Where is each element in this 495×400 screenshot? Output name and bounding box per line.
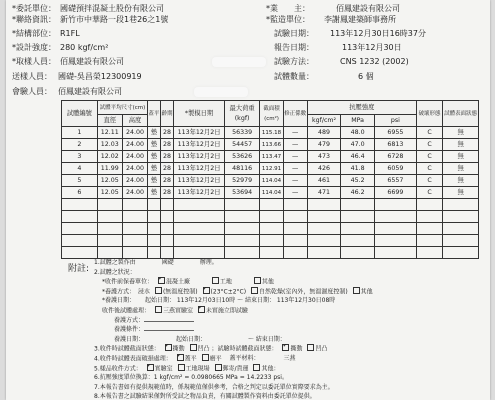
cell-appearance: 無	[443, 139, 479, 151]
report-date-value: 113年12月30日	[342, 43, 402, 52]
col-max-load: 最大荷重 (kgf)	[224, 101, 260, 127]
cell-cap: 墊	[148, 187, 161, 199]
empty-cell	[224, 247, 260, 259]
test-date-value: 113年12月30日16時37分	[330, 29, 426, 38]
checkbox-recv-other[interactable]	[253, 364, 260, 371]
cell-max-load: 54457	[224, 139, 260, 151]
cell-height: 24.00	[122, 139, 147, 151]
empty-cell	[443, 211, 479, 223]
strength-label: *設計強度：	[12, 43, 56, 52]
checkbox-site[interactable]	[212, 277, 219, 284]
empty-cell	[160, 235, 174, 247]
empty-cell	[374, 247, 416, 259]
empty-cell	[307, 211, 341, 223]
empty-table-row	[62, 235, 479, 247]
empty-cell	[174, 223, 224, 235]
supervisor-label: *監造單位：	[266, 15, 310, 24]
col-size: 試體平均尺寸(cm)	[97, 101, 147, 115]
note-1: 1.試體之製作由 國礎 辦理。	[94, 258, 490, 268]
empty-cell	[374, 235, 416, 247]
cell-failure: C	[416, 163, 442, 175]
checkbox-no-temp[interactable]	[155, 287, 162, 294]
cell-failure: C	[416, 127, 442, 139]
empty-cell	[122, 247, 147, 259]
cell-height: 24.00	[122, 151, 147, 163]
cell-diameter: 12.03	[97, 139, 122, 151]
cell-height: 24.00	[122, 163, 147, 175]
cell-cap: 墊	[148, 163, 161, 175]
cell-cast-date: 113年12月2日	[174, 139, 224, 151]
empty-cell	[260, 223, 283, 235]
cell-correction: —	[283, 127, 307, 139]
empty-cell	[97, 223, 122, 235]
note-2-after: 收件後試體處理： 三燕實驗室 ✓ 未實施立即試驗	[94, 306, 490, 316]
table-row	[62, 187, 479, 199]
checkbox-recv-site[interactable]	[178, 364, 185, 371]
checkbox-immediate[interactable]	[198, 306, 205, 313]
cell-failure: C	[416, 151, 442, 163]
cell-correction: —	[283, 163, 307, 175]
cell-cast-date: 113年12月2日	[174, 175, 224, 187]
cell-psi: 6955	[374, 127, 416, 139]
empty-cell	[374, 211, 416, 223]
empty-cell	[416, 247, 442, 259]
cell-kgf: 461	[307, 175, 341, 187]
part-value: R1FL	[60, 29, 80, 38]
table-row	[62, 163, 479, 175]
col-age: 齡期	[160, 101, 174, 127]
delivery-label: 送樣人員：	[12, 72, 52, 81]
empty-cell	[160, 247, 174, 259]
empty-cell	[341, 211, 375, 223]
cell-age: 28	[160, 163, 174, 175]
client-value: 國礎預拌混凝土股份有限公司	[60, 4, 164, 13]
cell-id: 5	[62, 175, 98, 187]
report-date-label: 報告日期：	[274, 43, 314, 52]
col-area: 截面積 (cm²)	[260, 101, 283, 127]
note-2-way: 養護方式：	[94, 316, 490, 326]
empty-cell	[283, 223, 307, 235]
checkbox-cure-other[interactable]	[353, 287, 360, 294]
cell-area: 113.47	[260, 151, 283, 163]
empty-cell	[283, 235, 307, 247]
empty-cell	[62, 211, 98, 223]
col-failure: 破壞形態	[416, 101, 442, 127]
empty-cell	[307, 235, 341, 247]
col-appearance: 試體表面狀態	[443, 101, 479, 127]
cell-psi: 6813	[374, 139, 416, 151]
cell-cast-date: 113年12月2日	[174, 163, 224, 175]
cell-height: 24.00	[122, 175, 147, 187]
empty-cell	[62, 247, 98, 259]
redaction-mark	[212, 57, 266, 67]
cell-max-load: 52979	[224, 175, 260, 187]
empty-cell	[62, 235, 98, 247]
note-6: 6.抗壓強度單位換算：1 kgf/cm² = 0.0980665 MPa = 14.2233 psi。	[94, 374, 288, 382]
cell-area: 115.18	[260, 127, 283, 139]
col-diameter: 直徑	[97, 115, 122, 127]
cell-area: 112.91	[260, 163, 283, 175]
empty-cell	[416, 235, 442, 247]
cell-id: 4	[62, 163, 98, 175]
cell-max-load: 48116	[224, 163, 260, 175]
empty-cell	[224, 211, 260, 223]
cell-failure: C	[416, 187, 442, 199]
address-value: 新竹市中華路一段1巷26之1號	[60, 15, 169, 24]
method-row	[274, 56, 409, 67]
delivery-value: 國礎-吳昌榮12300919	[58, 72, 142, 81]
empty-cell	[341, 223, 375, 235]
cell-area: 114.04	[260, 175, 283, 187]
empty-cell	[122, 211, 147, 223]
empty-cell	[260, 211, 283, 223]
empty-cell	[174, 211, 224, 223]
empty-cell	[148, 247, 161, 259]
method-value: CNS 1232 (2002)	[340, 57, 409, 66]
notes-block	[94, 258, 490, 400]
cell-cap: 墊	[148, 151, 161, 163]
strength-value: 280 kgf/cm²	[60, 43, 109, 52]
cell-cast-date: 113年12月2日	[174, 187, 224, 199]
cell-failure: C	[416, 175, 442, 187]
empty-cell	[283, 247, 307, 259]
checkbox-test-uneven[interactable]	[307, 344, 314, 351]
empty-cell	[160, 211, 174, 223]
empty-table-row	[62, 223, 479, 235]
empty-cell	[97, 235, 122, 247]
delivery-row	[12, 71, 142, 82]
strength-row	[12, 42, 108, 53]
report-date-row	[274, 42, 402, 53]
empty-cell	[224, 223, 260, 235]
table-row	[62, 175, 479, 187]
cell-height: 24.00	[122, 187, 147, 199]
empty-cell	[62, 199, 98, 211]
empty-cell	[307, 223, 341, 235]
note-7: 7.本報告書如有提供規範值時，係規範值僅供參考，合格之判定以委託單位實際要求為主。	[94, 383, 334, 391]
col-height: 高度	[122, 115, 147, 127]
empty-table-row	[62, 211, 479, 223]
cell-kgf: 473	[307, 151, 341, 163]
empty-cell	[374, 199, 416, 211]
empty-cell	[174, 247, 224, 259]
col-strength: 抗壓強度	[307, 101, 416, 115]
cell-correction: —	[283, 175, 307, 187]
cell-id: 3	[62, 151, 98, 163]
checkbox-recv-uneven[interactable]	[190, 344, 197, 351]
supervisor-value: 李謝鳳建築師事務所	[324, 15, 396, 24]
table-row	[62, 139, 479, 151]
empty-cell	[148, 235, 161, 247]
count-value: 6 個	[358, 72, 374, 81]
cell-diameter: 12.02	[97, 151, 122, 163]
cell-age: 28	[160, 139, 174, 151]
cell-correction: —	[283, 187, 307, 199]
compression-test-table	[61, 100, 479, 259]
cell-kgf: 426	[307, 163, 341, 175]
witness-row	[12, 86, 122, 97]
note-2-dates: 養護日期： 起始日期： ～ 結束日期：	[114, 335, 286, 343]
col-cast-date: *製模日期	[174, 101, 224, 127]
cell-id: 2	[62, 139, 98, 151]
witness-value: 佰鳳建設有限公司	[58, 87, 122, 96]
method-label: 試驗方法：	[274, 57, 314, 66]
note-5: 5.樣品收件方式： ✓ 實驗室 工地現場 郵寄/貨運 其他：	[94, 364, 490, 374]
cell-age: 28	[160, 187, 174, 199]
maker-value: 國礎	[136, 258, 200, 268]
cell-diameter: 12.05	[97, 187, 122, 199]
cap-material-value: 三燕	[260, 354, 320, 363]
empty-cell	[416, 223, 442, 235]
note-2-cond: 養護條件：	[94, 325, 490, 335]
sampler-value: 佰鳳建設有限公司	[60, 57, 124, 66]
empty-cell	[160, 223, 174, 235]
cell-mpa: 41.8	[341, 163, 375, 175]
empty-cell	[283, 211, 307, 223]
cell-mpa: 47.0	[341, 139, 375, 151]
cell-diameter: 12.05	[97, 175, 122, 187]
note-3: 3.收件時試體截面狀態： ✓ 撕動 凹凸 ；試驗時試體截面狀態： ✓ 撕動 凹凸	[94, 344, 490, 354]
cell-appearance: 無	[443, 175, 479, 187]
cell-area: 114.04	[260, 187, 283, 199]
empty-cell	[341, 247, 375, 259]
test-date-row	[274, 28, 426, 39]
cell-psi: 6728	[374, 151, 416, 163]
test-report-page	[6, 0, 490, 400]
cell-kgf: 479	[307, 139, 341, 151]
test-date-label: 試驗日期：	[274, 29, 314, 38]
checkbox-ground[interactable]	[202, 354, 209, 361]
empty-cell	[416, 199, 442, 211]
notes-title: 附註:	[68, 264, 90, 274]
cell-psi: 6557	[374, 175, 416, 187]
part-label: *結構部位：	[12, 29, 56, 38]
col-kgf: kgf/cm²	[307, 115, 341, 127]
checkbox-plant[interactable]	[158, 277, 165, 284]
cell-correction: —	[283, 151, 307, 163]
count-row	[274, 71, 374, 82]
empty-cell	[148, 223, 161, 235]
cell-age: 28	[160, 151, 174, 163]
empty-cell	[122, 235, 147, 247]
checkbox-lab[interactable]	[155, 306, 162, 313]
cell-appearance: 無	[443, 151, 479, 163]
table-row	[62, 151, 479, 163]
empty-cell	[174, 199, 224, 211]
checkbox-air-dry[interactable]	[251, 287, 258, 294]
note-2-period: *養護日期： 起始日期： 113年12月03日10時 ～ 結束日期： 113年12月30日08時	[102, 297, 336, 305]
address-label: *聯絡資訊：	[12, 15, 56, 24]
col-psi: psi	[374, 115, 416, 127]
empty-cell	[416, 211, 442, 223]
cell-failure: C	[416, 139, 442, 151]
cell-age: 28	[160, 175, 174, 187]
empty-cell	[443, 223, 479, 235]
cell-max-load: 53626	[224, 151, 260, 163]
empty-cell	[122, 223, 147, 235]
empty-table-row	[62, 247, 479, 259]
empty-cell	[224, 199, 260, 211]
table-header-row	[62, 101, 479, 115]
empty-cell	[62, 223, 98, 235]
cell-mpa: 48.0	[341, 127, 375, 139]
cell-kgf: 489	[307, 127, 341, 139]
cell-appearance: 無	[443, 127, 479, 139]
cell-appearance: 無	[443, 187, 479, 199]
cell-max-load: 53694	[224, 187, 260, 199]
checkbox-other[interactable]	[254, 277, 261, 284]
cell-mpa: 46.2	[341, 187, 375, 199]
checkbox-temp-controlled[interactable]	[203, 287, 210, 294]
table-row	[62, 127, 479, 139]
checkbox-recv-mail[interactable]	[215, 364, 222, 371]
cell-psi: 6699	[374, 187, 416, 199]
empty-table-row	[62, 199, 479, 211]
empty-cell	[97, 199, 122, 211]
empty-cell	[341, 235, 375, 247]
note-2-type: *收件前保養單位： ✓ 混凝土廠 工地 其他	[94, 277, 490, 287]
empty-cell	[374, 223, 416, 235]
col-correction: 修正係數	[283, 101, 307, 127]
col-id: 試體編號	[62, 101, 98, 127]
note-8: 8.本報告書之試驗結果僅對所受試之物品負責，有關試體製作資料由委託單位提供。	[94, 393, 316, 400]
count-label: 試體數量：	[274, 72, 314, 81]
cell-mpa: 45.2	[341, 175, 375, 187]
checkbox-recv-move[interactable]	[165, 344, 172, 351]
cell-cap: 墊	[148, 175, 161, 187]
col-mpa: MPa	[341, 115, 375, 127]
empty-cell	[148, 211, 161, 223]
client-label: *委託單位：	[12, 4, 56, 13]
empty-cell	[160, 199, 174, 211]
empty-cell	[283, 199, 307, 211]
owner-label: *業 主：	[266, 4, 310, 13]
cell-cap: 墊	[148, 139, 161, 151]
checkbox-recv-lab[interactable]	[147, 364, 154, 371]
note-2-cure: *養護方式： 浸水 (無溫度控制) ✓ (23°C±2°C) 自然乾燥(室內外，無溫濕度控制) 其他	[94, 287, 490, 297]
empty-cell	[122, 199, 147, 211]
empty-cell	[174, 235, 224, 247]
note-2: 2.試體之狀況：	[94, 268, 136, 276]
cell-id: 6	[62, 187, 98, 199]
checkbox-capped[interactable]	[177, 354, 184, 361]
part-row	[12, 28, 80, 39]
address-row	[12, 14, 168, 25]
checkbox-test-move[interactable]	[282, 344, 289, 351]
sampler-row	[12, 56, 124, 67]
cell-mpa: 46.4	[341, 151, 375, 163]
cell-height: 24.00	[122, 127, 147, 139]
cell-max-load: 56339	[224, 127, 260, 139]
empty-cell	[260, 235, 283, 247]
redaction-mark	[194, 87, 248, 97]
cell-diameter: 12.11	[97, 127, 122, 139]
empty-cell	[260, 199, 283, 211]
cell-diameter: 11.99	[97, 163, 122, 175]
client-row	[12, 3, 164, 14]
cell-correction: —	[283, 139, 307, 151]
col-cap: 蓋平	[148, 101, 161, 127]
note-4: 4.收件時試體表面破損處理： ✓ 蓋平 磨平 蓋平材料： 三燕	[94, 354, 490, 364]
cell-cast-date: 113年12月2日	[174, 151, 224, 163]
cell-age: 28	[160, 127, 174, 139]
cell-cap: 墊	[148, 127, 161, 139]
cell-area: 113.66	[260, 139, 283, 151]
empty-cell	[97, 211, 122, 223]
empty-cell	[224, 235, 260, 247]
sampler-label: *取樣人員：	[12, 57, 56, 66]
empty-cell	[260, 247, 283, 259]
cell-appearance: 無	[443, 163, 479, 175]
witness-label: 會驗人員：	[12, 87, 52, 96]
cell-kgf: 471	[307, 187, 341, 199]
empty-cell	[307, 247, 341, 259]
empty-cell	[148, 199, 161, 211]
empty-cell	[307, 199, 341, 211]
cell-cast-date: 113年12月2日	[174, 127, 224, 139]
empty-cell	[341, 199, 375, 211]
owner-row	[266, 3, 400, 14]
empty-cell	[443, 247, 479, 259]
supervisor-row	[266, 14, 396, 25]
empty-cell	[443, 235, 479, 247]
empty-cell	[443, 199, 479, 211]
owner-value: 佰鳳建設有限公司	[336, 4, 400, 13]
cell-id: 1	[62, 127, 98, 139]
empty-cell	[97, 247, 122, 259]
cell-psi: 6059	[374, 163, 416, 175]
